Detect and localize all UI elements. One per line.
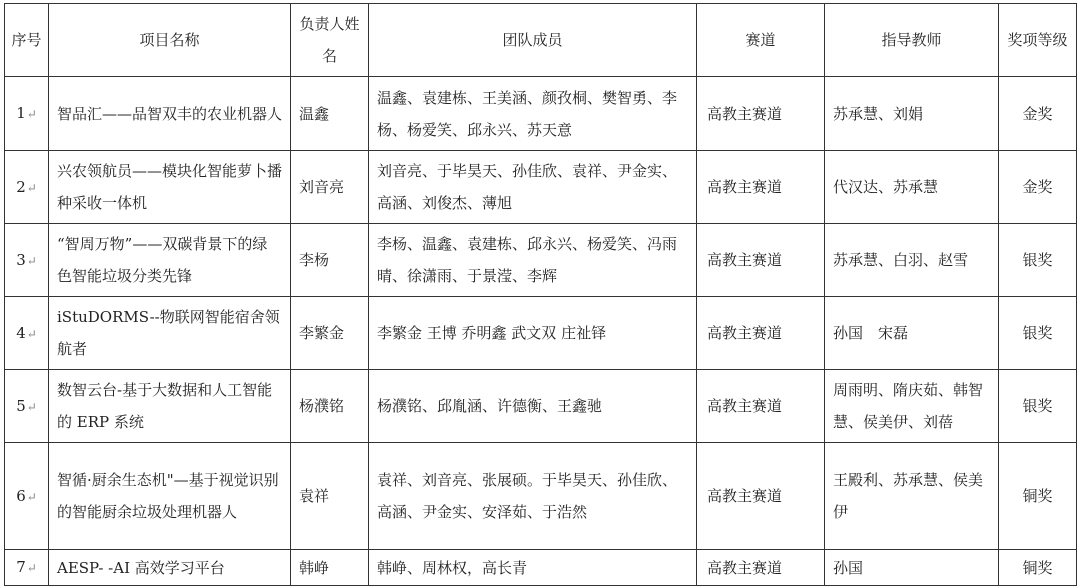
table-row: [5, 224, 1077, 297]
table-row: [5, 443, 1077, 550]
table-row: [5, 550, 1077, 586]
cell-serial: [5, 224, 49, 297]
cell-project-name: 智循·厨余生态机"—基于视觉识别的智能厨余垃圾处理机器人: [49, 443, 291, 550]
cell-track: 高教主赛道: [697, 224, 825, 297]
header-project-name: 项目名称: [49, 4, 291, 77]
cell-members: 温鑫、袁建栋、王美涵、颜孜桐、樊智勇、李杨、杨爱笑、邱永兴、苏天意: [369, 77, 697, 151]
cell-members: 李繁金 王博 乔明鑫 武文双 庄祉铎: [369, 297, 697, 370]
cell-project-name: 数智云台-基于大数据和人工智能的 ERP 系统: [49, 370, 291, 443]
cell-project-name: 兴农领航员——模块化智能萝卜播种采收一体机: [49, 151, 291, 224]
serial-text: 6: [16, 486, 26, 505]
cell-award: 铜奖: [999, 550, 1077, 586]
cell-advisor: 周雨明、隋庆茹、韩智慧、侯美伊、刘蓓: [825, 370, 999, 443]
serial-text: 7: [16, 558, 26, 576]
table-row: [5, 151, 1077, 224]
cell-award: 金奖: [999, 151, 1077, 224]
cell-track: 高教主赛道: [697, 370, 825, 443]
serial-text: 5: [16, 396, 26, 415]
cell-advisor: 孙国: [825, 550, 999, 586]
return-mark-icon: ↵: [26, 180, 37, 195]
cell-advisor: 苏承慧、刘娟: [825, 77, 999, 151]
cell-project-name: iStuDORMS--物联网智能宿舍领航者: [49, 297, 291, 370]
header-serial: 序号: [5, 4, 49, 77]
cell-leader: 李繁金: [291, 297, 369, 370]
return-mark-icon: ↵: [26, 326, 37, 341]
cell-award: 金奖: [999, 77, 1077, 151]
cell-project-name: 智品汇——品智双丰的农业机器人: [49, 77, 291, 151]
table-row: [5, 77, 1077, 151]
cell-members: 刘音亮、于毕昊天、孙佳欣、袁祥、尹金实、高涵、刘俊杰、薄旭: [369, 151, 697, 224]
cell-advisor: 王殿利、苏承慧、侯美伊: [825, 443, 999, 550]
cell-leader: 杨濮铭: [291, 370, 369, 443]
cell-leader: 温鑫: [291, 77, 369, 151]
cell-serial: [5, 550, 49, 586]
cell-track: 高教主赛道: [697, 297, 825, 370]
serial-text: 2: [16, 177, 26, 196]
cell-leader: 李杨: [291, 224, 369, 297]
cell-project-name: AESP- -AI 高效学习平台: [49, 550, 291, 586]
cell-serial: [5, 297, 49, 370]
cell-track: 高教主赛道: [697, 151, 825, 224]
cell-serial: [5, 151, 49, 224]
cell-members: 袁祥、刘音亮、张展硕。于毕昊天、孙佳欣、高涵、尹金实、安泽茹、于浩然: [369, 443, 697, 550]
return-mark-icon: ↵: [26, 561, 37, 575]
table-row: [5, 370, 1077, 443]
cell-serial: [5, 443, 49, 550]
cell-serial: [5, 370, 49, 443]
header-row: [5, 4, 1077, 77]
cell-advisor: 苏承慧、白羽、赵雪: [825, 224, 999, 297]
cell-award: 银奖: [999, 370, 1077, 443]
cell-advisor: 孙国 宋磊: [825, 297, 999, 370]
return-mark-icon: ↵: [26, 253, 37, 268]
cell-advisor: 代汉达、苏承慧: [825, 151, 999, 224]
awards-table-container: [4, 3, 1077, 586]
cell-members: 韩峥、周林权，高长青: [369, 550, 697, 586]
cell-award: 银奖: [999, 224, 1077, 297]
cell-members: 杨濮铭、邱胤涵、许德衡、王鑫驰: [369, 370, 697, 443]
return-mark-icon: ↵: [26, 107, 37, 121]
cell-leader: 刘音亮: [291, 151, 369, 224]
serial-text: 4: [16, 323, 26, 342]
cell-project-name: “智周万物”——双碳背景下的绿色智能垃圾分类先锋: [49, 224, 291, 297]
cell-members: 李杨、温鑫、袁建栋、邱永兴、杨爱笑、冯雨晴、徐潇雨、于景滢、李辉: [369, 224, 697, 297]
header-leader-name: 负责人姓名: [291, 4, 369, 77]
header-advisor: 指导教师: [825, 4, 999, 77]
cell-track: 高教主赛道: [697, 550, 825, 586]
cell-track: 高教主赛道: [697, 77, 825, 151]
serial-text: 1: [16, 104, 26, 122]
cell-award: 铜奖: [999, 443, 1077, 550]
cell-award: 银奖: [999, 297, 1077, 370]
header-team-members: 团队成员: [369, 4, 697, 77]
serial-text: 3: [16, 250, 26, 269]
cell-leader: 袁祥: [291, 443, 369, 550]
cell-serial: [5, 77, 49, 151]
header-track: 赛道: [697, 4, 825, 77]
header-award-level: 奖项等级: [999, 4, 1077, 77]
return-mark-icon: ↵: [26, 489, 37, 504]
awards-table: [4, 3, 1077, 586]
cell-leader: 韩峥: [291, 550, 369, 586]
return-mark-icon: ↵: [26, 399, 37, 414]
cell-track: 高教主赛道: [697, 443, 825, 550]
table-row: [5, 297, 1077, 370]
